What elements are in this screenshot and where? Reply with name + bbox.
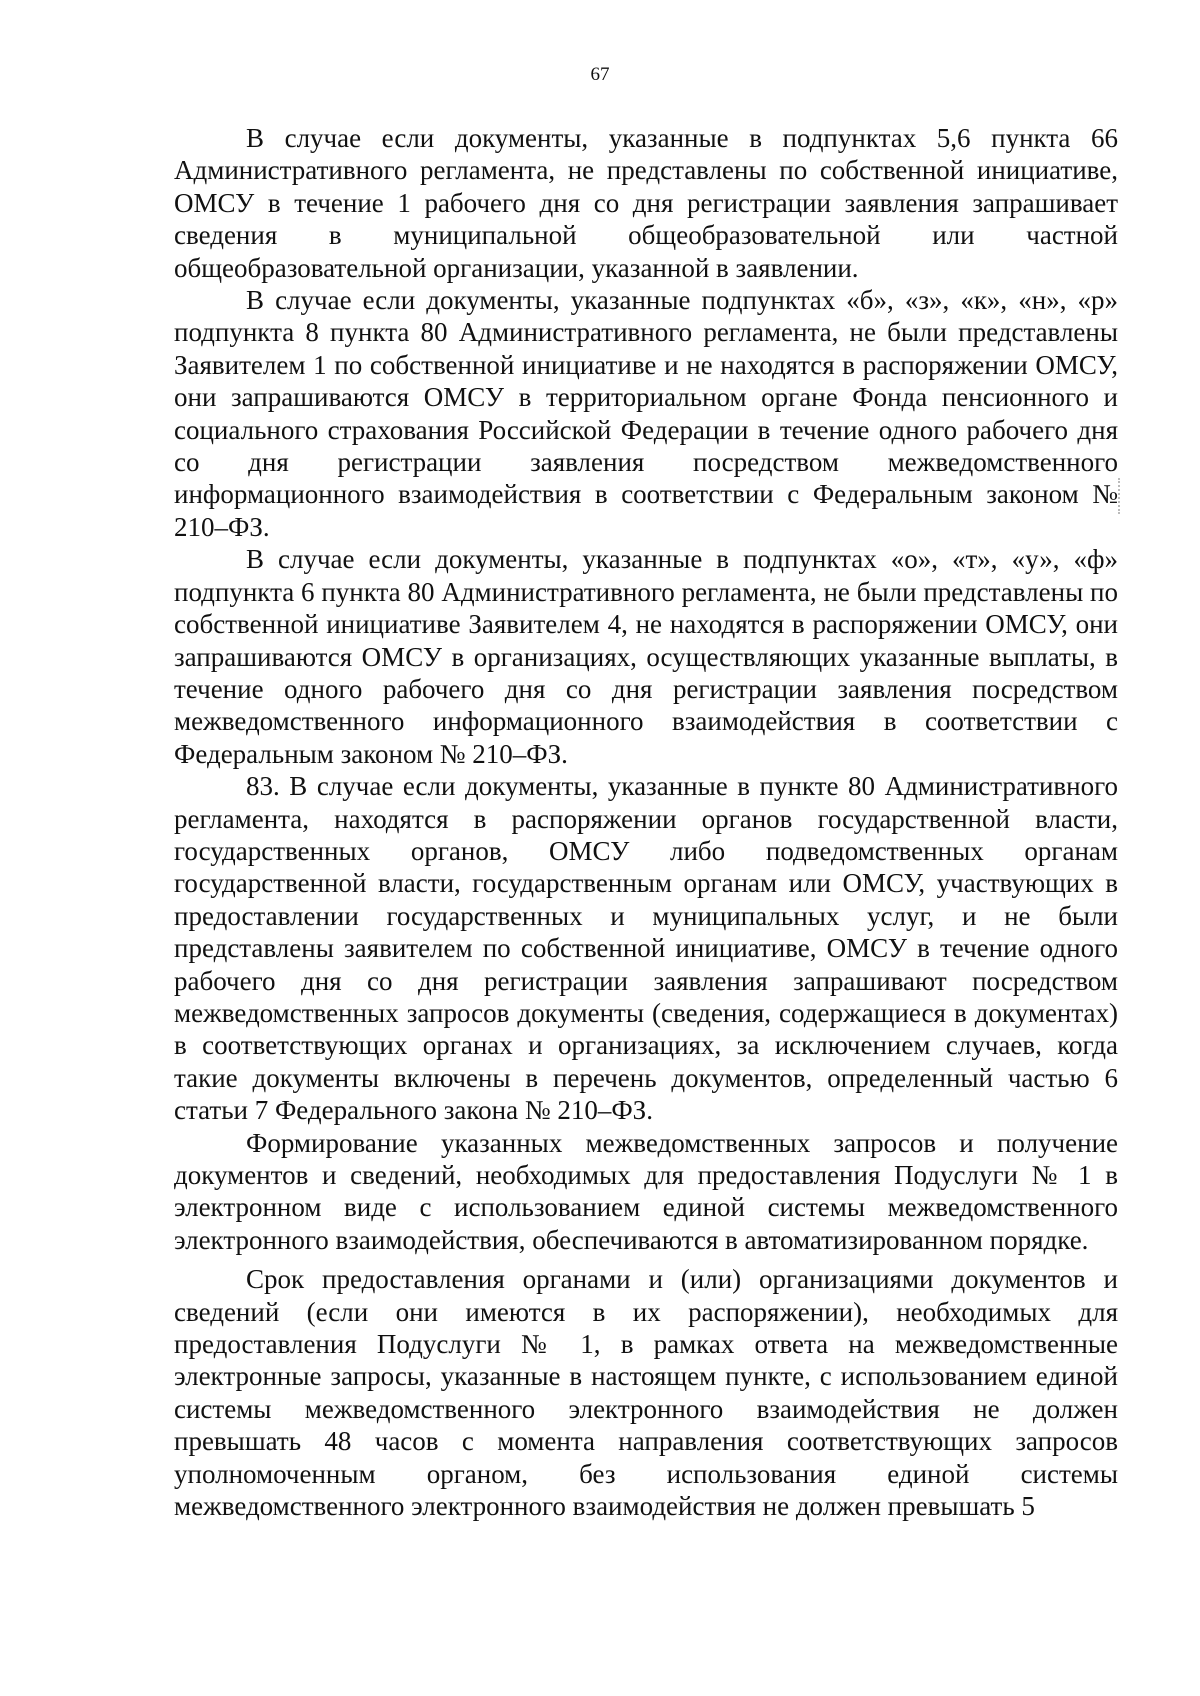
page-number: 67 <box>590 64 610 85</box>
paragraph-item-83: 83. В случае если документы, указанные в пункте 80 Административного регламента, находятся в распоряжении органов государственной власти, государственных органов, ОМСУ либо подведомственных органам государственной власти, государственным органам или ОМСУ, участвующих в предоставлении государственных и муниципальных услуг, и не были представлены заявителем по собственной инициативе, ОМСУ в течение одного рабочего дня со дня регистрации заявления запрашивают посредством межведомственных запросов документы (сведения, содержащиеся в документах) в соответствующих органах и организациях, за исключением случаев, когда такие документы включены в перечень документов, определенный частью 6 статьи 7 Федерального закона № 210–ФЗ. <box>174 771 1118 1126</box>
paragraph-response-deadline: Срок предоставления органами и (или) организациями документов и сведений (если они имеются в их распоряжении), необходимых для предоставления Подуслуги № 1, в рамках ответа на межведомственные электронные запросы, указанные в настоящем пункте, с использованием единой системы межведомственного электронного взаимодействия не должен превышать 48 часов с момента направления соответствующих запросов уполномоченным органом, без использования единой системы межведомственного электронного взаимодействия не должен превышать 5 <box>174 1264 1118 1522</box>
paragraph-documents-subitems-5-6: В случае если документы, указанные в подпунктах 5,6 пункта 66 Административного регламента, не представлены по собственной инициативе, ОМСУ в течение 1 рабочего дня со дня регистрации заявления запрашивает сведения в муниципальной общеобразовательной или частной общеобразовательной организации, указанной в заявлении. <box>174 123 1118 283</box>
paragraph-documents-payment-organizations: В случае если документы, указанные в подпунктах «о», «т», «у», «ф» подпункта 6 пункта 80 Административного регламента, не были представлены по собственной инициативе Заявителем 4, не находятся в распоряжении ОМСУ, они запрашиваются ОМСУ в организациях, осуществляющих указанные выплаты, в течение одного рабочего дня со дня регистрации заявления посредством межведомственного информационного взаимодействия в соответствии с Федеральным законом № 210–ФЗ. <box>174 544 1118 769</box>
paragraph-interagency-requests: Формирование указанных межведомственных запросов и получение документов и сведений, необходимых для предоставления Подуслуги № 1 в электронном виде с использованием единой системы межведомственного электронного взаимодействия, обеспечиваются в автоматизированном порядке. <box>174 1127 1118 1255</box>
scan-artifact <box>1118 478 1122 514</box>
document-body <box>174 122 1118 1522</box>
paragraph-documents-pension-fund: В случае если документы, указанные подпунктах «б», «з», «к», «н», «р» подпункта 8 пункта 80 Административного регламента, не были представлены Заявителем 1 по собственной инициативе и не находятся в распоряжении ОМСУ, они запрашиваются ОМСУ в территориальном органе Фонда пенсионного и социального страхования Российской Федерации в течение одного рабочего дня со дня регистрации заявления посредством межведомственного информационного взаимодействия в соответствии с Федеральным законом № 210–ФЗ. <box>174 285 1118 542</box>
